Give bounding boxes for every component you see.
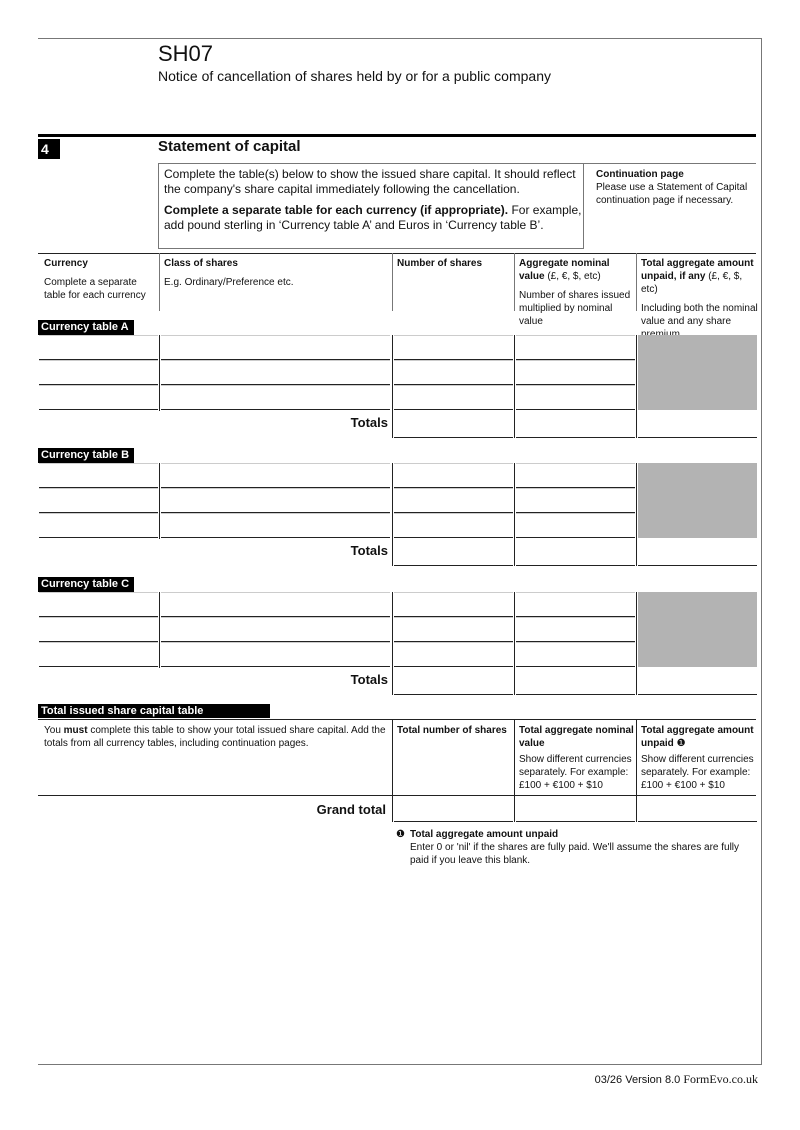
input-currency-c3[interactable]	[39, 642, 158, 667]
total-header-unpaid-label: Total aggregate amount unpaid	[641, 725, 754, 749]
total-divider	[392, 719, 393, 822]
totals-label-b: Totals	[350, 543, 388, 558]
currency-table-b-label: Currency table B	[38, 448, 134, 462]
table-divider	[636, 335, 637, 438]
continuation-title: Continuation page	[596, 169, 684, 180]
intro-bold: Complete a separate table for each currency (if appropriate).	[164, 203, 509, 217]
input-total-nominal-a[interactable]	[516, 411, 635, 438]
header-unpaid	[641, 257, 759, 341]
header-unpaid-units: (£, €, $, etc)	[641, 271, 743, 295]
unpaid-greyed-a	[638, 335, 757, 410]
input-total-unpaid-a[interactable]	[638, 411, 757, 438]
footer	[595, 1072, 758, 1087]
input-class-a2[interactable]	[161, 360, 390, 385]
input-class-b1[interactable]	[161, 463, 390, 488]
input-nominal-b1[interactable]	[516, 463, 635, 488]
input-grand-total-number[interactable]	[394, 796, 513, 822]
table-divider	[514, 463, 515, 566]
table-divider	[159, 463, 160, 539]
input-total-number-b[interactable]	[394, 539, 513, 566]
header-nominal-units: (£, €, $, etc)	[544, 271, 601, 282]
input-number-a2[interactable]	[394, 360, 513, 385]
input-number-c2[interactable]	[394, 617, 513, 642]
form-code: SH07	[158, 41, 214, 66]
header-divider	[514, 253, 515, 311]
input-number-b1[interactable]	[394, 463, 513, 488]
header-nominal-label: Aggregate nominal	[519, 258, 610, 269]
header-unpaid-note: Including both the nominal value and any share	[641, 303, 758, 327]
header-class-label: Class of shares	[164, 258, 238, 269]
input-number-a1[interactable]	[394, 335, 513, 360]
section-title: Statement of capital	[158, 138, 301, 155]
table-divider	[392, 592, 393, 695]
input-total-unpaid-c[interactable]	[638, 668, 757, 695]
table-divider	[636, 463, 637, 566]
table-divider	[514, 335, 515, 438]
totals-label-a: Totals	[350, 415, 388, 430]
input-class-a1[interactable]	[161, 335, 390, 360]
input-class-b2[interactable]	[161, 488, 390, 513]
table-divider	[636, 592, 637, 695]
input-nominal-a2[interactable]	[516, 360, 635, 385]
unpaid-greyed-b	[638, 463, 757, 538]
header-class-note: E.g. Ordinary/Preference etc.	[164, 277, 294, 288]
right-border	[761, 38, 762, 1065]
intro-text	[164, 167, 582, 239]
input-nominal-c3[interactable]	[516, 642, 635, 667]
total-header-nominal-label: Total aggregate nominal value	[519, 725, 634, 749]
total-header-unpaid	[641, 724, 757, 792]
input-currency-c1[interactable]	[39, 592, 158, 617]
input-currency-a3[interactable]	[39, 385, 158, 410]
header-number	[397, 257, 509, 270]
total-header-number	[397, 724, 511, 737]
input-total-nominal-b[interactable]	[516, 539, 635, 566]
grand-total-label: Grand total	[316, 802, 386, 817]
total-divider	[636, 719, 637, 822]
input-currency-b2[interactable]	[39, 488, 158, 513]
header-number-label: Number of shares	[397, 258, 483, 269]
input-nominal-b2[interactable]	[516, 488, 635, 513]
header-currency	[44, 257, 156, 302]
input-total-unpaid-b[interactable]	[638, 539, 757, 566]
continuation-text: Please use a Statement of Capital continuation page if necessary.	[596, 182, 748, 206]
total-header-nominal-note: Show different currencies separately. For example: £100 + €100 + $10	[519, 754, 632, 791]
input-number-b2[interactable]	[394, 488, 513, 513]
unpaid-greyed-c	[638, 592, 757, 667]
table-divider	[392, 335, 393, 438]
total-desc-bold: must	[63, 725, 88, 736]
totals-label-c: Totals	[350, 672, 388, 687]
input-number-b3[interactable]	[394, 513, 513, 538]
total-header-number-label: Total number of shares	[397, 725, 507, 736]
input-currency-c2[interactable]	[39, 617, 158, 642]
input-nominal-b3[interactable]	[516, 513, 635, 538]
input-class-a3[interactable]	[161, 385, 390, 410]
currency-table-a-label: Currency table A	[38, 320, 134, 334]
input-currency-a2[interactable]	[39, 360, 158, 385]
top-border	[38, 38, 762, 39]
footer-version: 03/26 Version 8.0	[594, 1074, 681, 1086]
footer-brand: FormEvo.co.uk	[683, 1072, 758, 1086]
form-title: Notice of cancellation of shares held by or for a public company	[158, 68, 551, 84]
header-unpaid-label: Total aggregate amount unpaid, if any	[641, 258, 754, 282]
input-grand-total-nominal[interactable]	[516, 796, 635, 822]
input-total-number-c[interactable]	[394, 668, 513, 695]
footnote	[396, 828, 756, 867]
continuation-note	[596, 168, 756, 207]
table-divider	[514, 592, 515, 695]
input-nominal-a1[interactable]	[516, 335, 635, 360]
footnote-text: Enter 0 or 'nil' if the shares are fully paid. We'll assume the shares are fully paid if you leave this blank.	[410, 842, 740, 866]
header-divider	[392, 253, 393, 311]
section-rule	[38, 134, 756, 137]
input-total-nominal-c[interactable]	[516, 668, 635, 695]
table-divider	[159, 335, 160, 411]
bottom-border	[38, 1064, 762, 1065]
table-divider	[159, 592, 160, 668]
intro-rest: For example, add pound sterling in ‘Currency table A’ and Euros in ‘Currency table B’.	[164, 203, 582, 232]
header-currency-note: Complete a separate table for each currency	[44, 277, 146, 301]
header-currency-label: Currency	[44, 258, 88, 269]
header-nominal-label-2: value	[519, 271, 545, 282]
input-nominal-a3[interactable]	[516, 385, 635, 410]
input-class-c1[interactable]	[161, 592, 390, 617]
input-number-c3[interactable]	[394, 642, 513, 667]
header-rule	[38, 253, 756, 254]
input-grand-total-unpaid[interactable]	[638, 796, 757, 822]
total-header-nominal	[519, 724, 635, 792]
table-divider	[392, 463, 393, 566]
input-number-a3[interactable]	[394, 385, 513, 410]
input-number-c1[interactable]	[394, 592, 513, 617]
header-divider	[159, 253, 160, 311]
intro-paragraph-2	[164, 203, 582, 233]
intro-paragraph-1: Complete the table(s) below to show the issued share capital. It should reflect the company's share capital immediately following the cancellation.	[164, 167, 576, 196]
input-class-b3[interactable]	[161, 513, 390, 538]
input-nominal-c1[interactable]	[516, 592, 635, 617]
total-desc-pre: You	[44, 725, 64, 736]
input-class-c3[interactable]	[161, 642, 390, 667]
input-class-c2[interactable]	[161, 617, 390, 642]
footnote-marker-icon: ❶	[676, 738, 686, 749]
header-class	[164, 257, 386, 289]
header-nominal-note: Number of shares issued multiplied by nominal value	[519, 290, 631, 327]
section-number: 4	[38, 139, 60, 159]
total-divider	[514, 719, 515, 822]
footnote-marker: ❶	[396, 829, 405, 840]
header-nominal	[519, 257, 635, 328]
input-total-number-a[interactable]	[394, 411, 513, 438]
header-divider	[636, 253, 637, 311]
total-table-label: Total issued share capital table	[38, 704, 270, 718]
input-nominal-c2[interactable]	[516, 617, 635, 642]
total-header-unpaid-note: Show different currencies separately. For example: £100 + €100 + $10	[641, 754, 754, 791]
total-desc-post: complete this table to show your total issued share capital. Add the totals from all currency tables, including continuation pages.	[44, 725, 386, 749]
currency-table-c-label: Currency table C	[38, 577, 134, 591]
input-currency-b3[interactable]	[39, 513, 158, 538]
footnote-title: Total aggregate amount unpaid	[410, 829, 559, 840]
input-currency-b1[interactable]	[39, 463, 158, 488]
total-table-description	[44, 724, 386, 750]
table-rule	[38, 719, 756, 720]
input-currency-a1[interactable]	[39, 335, 158, 360]
